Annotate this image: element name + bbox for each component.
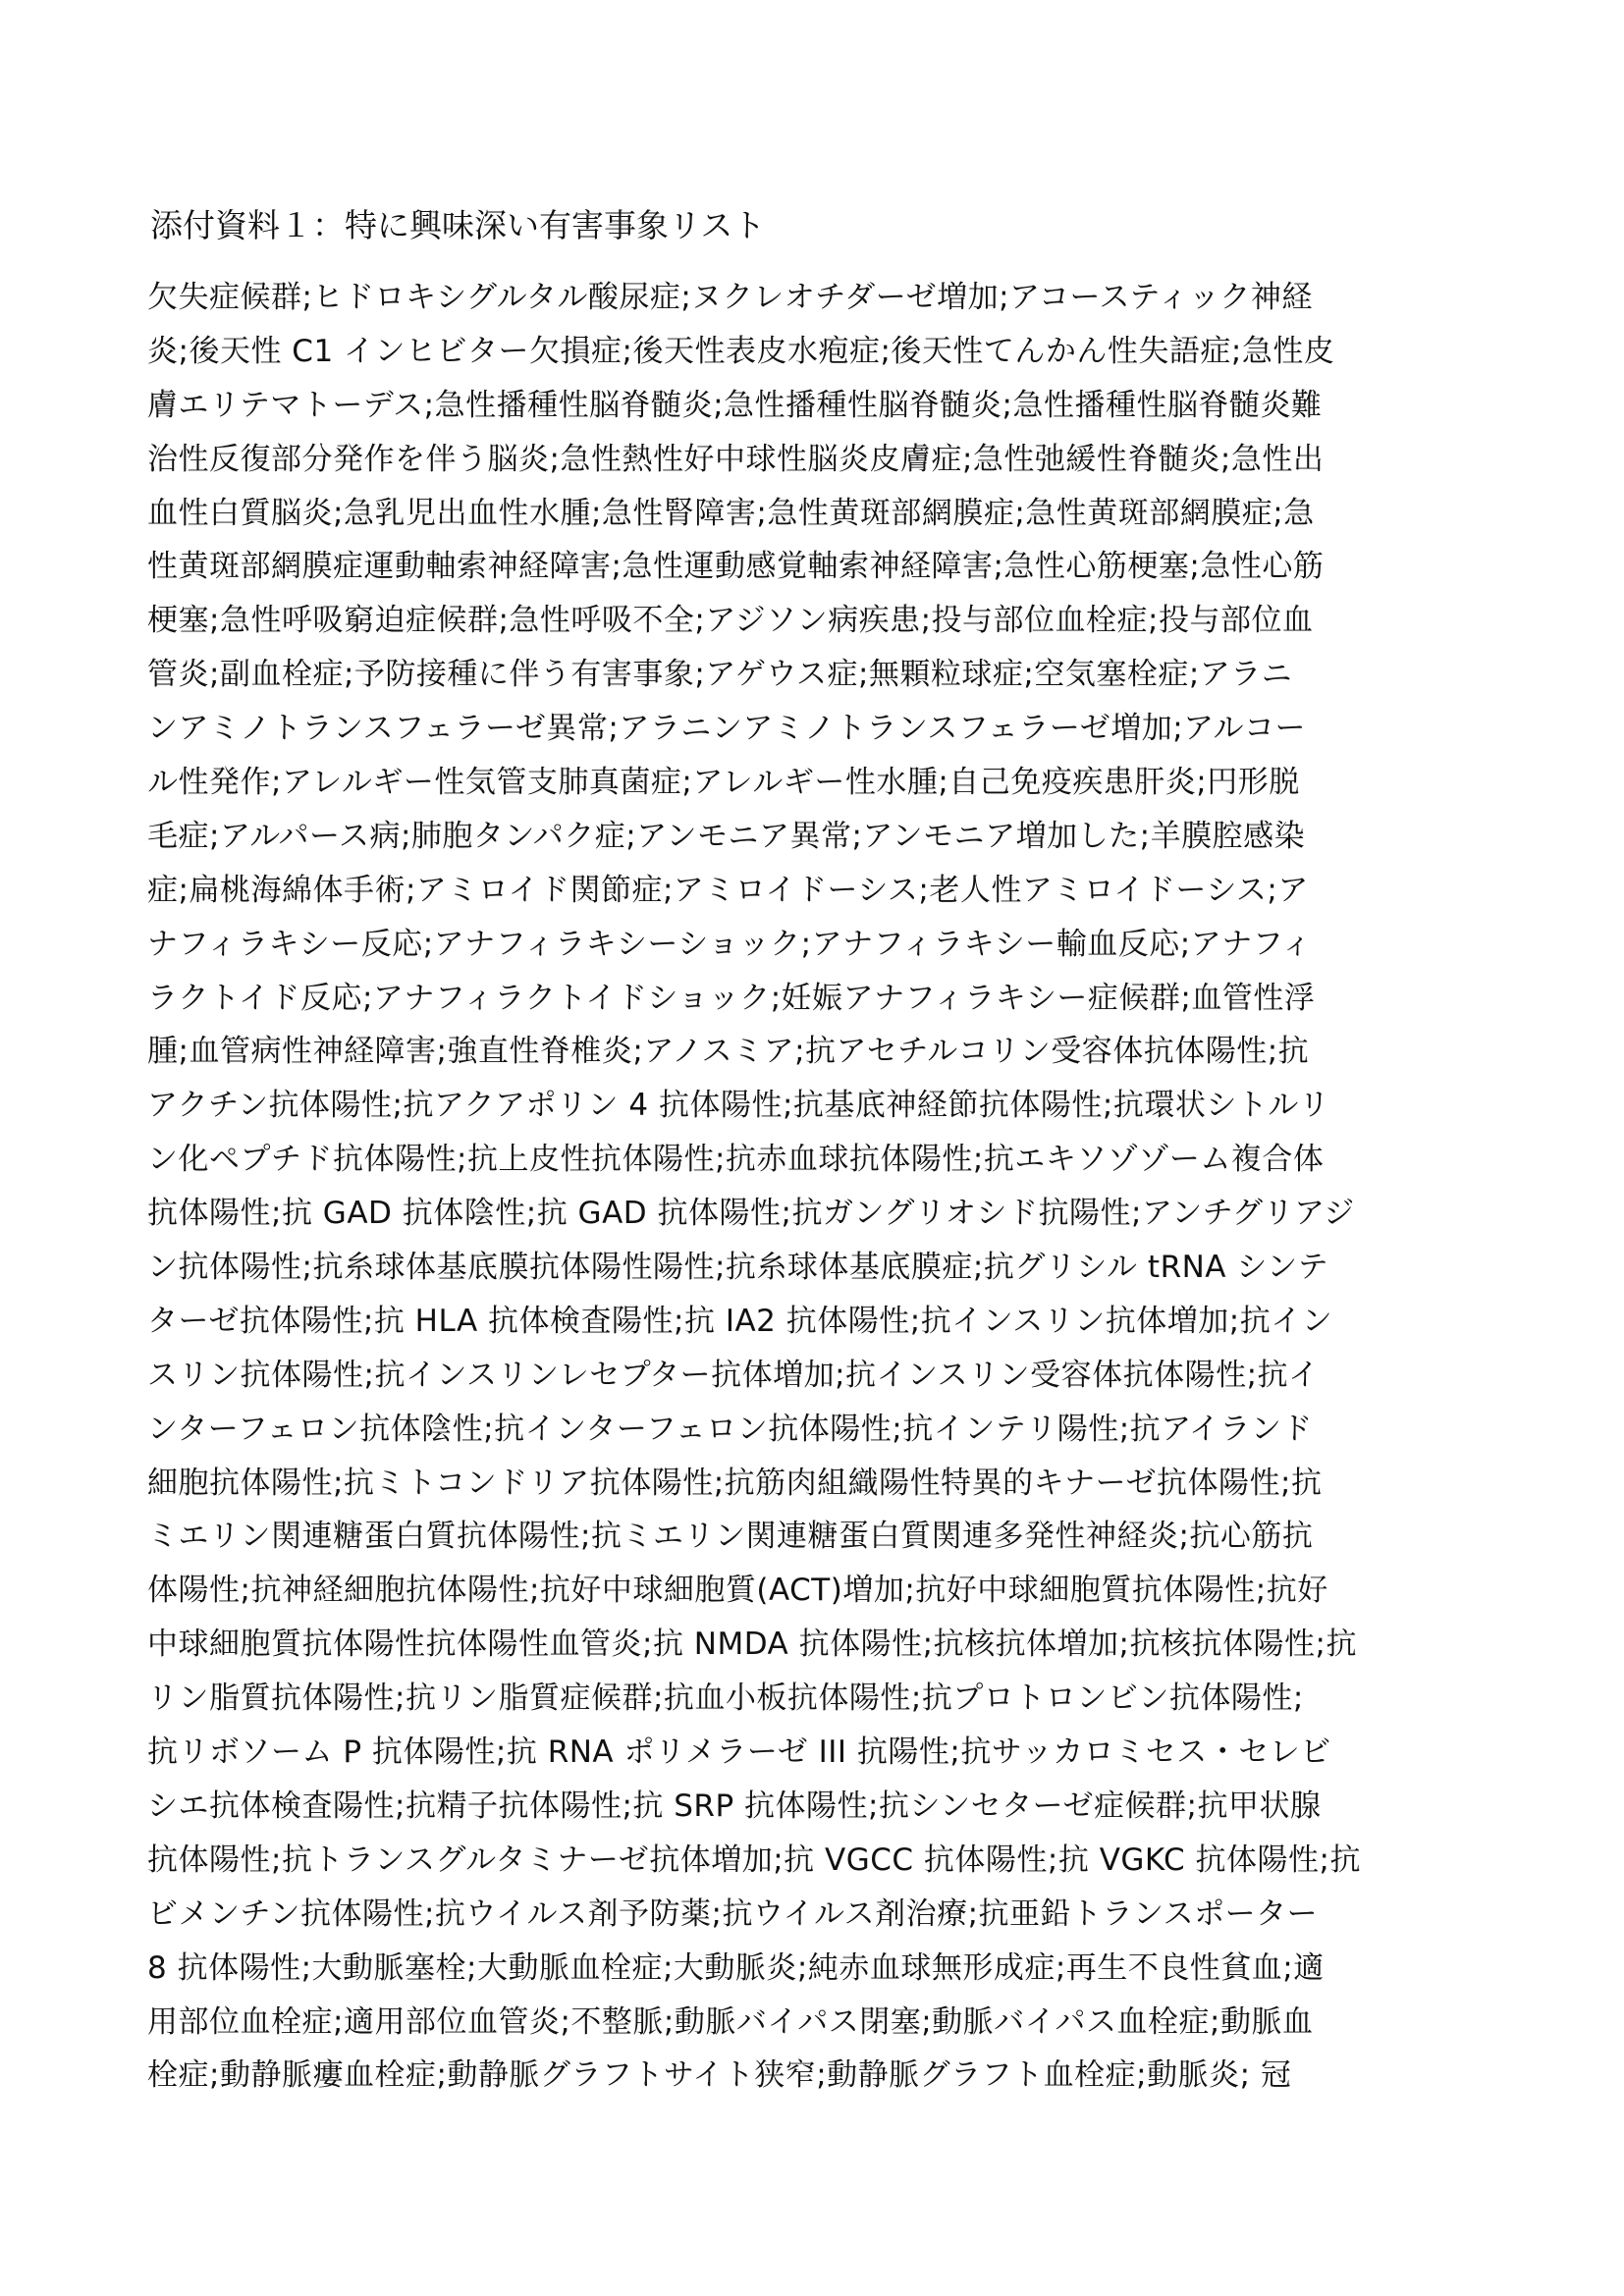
text-line: 性黄斑部網膜症運動軸索神経障害;急性運動感覚軸索神経障害;急性心筋梗塞;急性心筋 bbox=[147, 549, 1325, 585]
text-line: ン抗体陽性;抗糸球体基底膜抗体陽性陽性;抗糸球体基底膜症;抗グリシル tRNA シンテ bbox=[147, 1250, 1329, 1286]
text-line: 用部位血栓症;適用部位血管炎;不整脈;動脈バイパス閉塞;動脈バイパス血栓症;動脈血 bbox=[147, 2003, 1314, 2040]
text-line: ミエリン関連糖蛋白質抗体陽性;抗ミエリン関連糖蛋白質関連多発性神経炎;抗心筋抗 bbox=[147, 1519, 1314, 1555]
text-line: 梗塞;急性呼吸窮迫症候群;急性呼吸不全;アジソン病疾患;投与部位血栓症;投与部位血 bbox=[147, 603, 1314, 639]
text-line: ナフィラキシー反応;アナフィラキシーショック;アナフィラキシー輸血反応;アナフィ bbox=[147, 926, 1313, 962]
text-line: ターゼ抗体陽性;抗 HLA 抗体検査陽性;抗 IA2 抗体陽性;抗インスリン抗体増加;抗イン bbox=[147, 1303, 1333, 1339]
text-line: 炎;後天性 C1 インヒビター欠損症;後天性表皮水疱症;後天性てんかん性失語症;急性皮 bbox=[147, 333, 1335, 369]
text-line: ビメンチン抗体陽性;抗ウイルス剤予防薬;抗ウイルス剤治療;抗亜鉛トランスポーター bbox=[147, 1896, 1319, 1932]
text-line: ル性発作;アレルギー性気管支肺真菌症;アレルギー性水腫;自己免疫疾患肝炎;円形脱 bbox=[147, 765, 1300, 801]
text-line: 毛症;アルパース病;肺胞タンパク症;アンモニア異常;アンモニア増加した;羊膜腔感染 bbox=[147, 818, 1306, 854]
text-line: 膚エリテマトーデス;急性播種性脳脊髄炎;急性播種性脳脊髄炎;急性播種性脳脊髄炎難 bbox=[147, 387, 1323, 423]
text-line: ンアミノトランスフェラーゼ異常;アラニンアミノトランスフェラーゼ増加;アルコー bbox=[147, 711, 1306, 747]
text-line: 管炎;副血栓症;予防接種に伴う有害事象;アゲウス症;無顆粒球症;空気塞栓症;アラニ bbox=[147, 657, 1293, 693]
text-line: ン化ペプチド抗体陽性;抗上皮性抗体陽性;抗赤血球抗体陽性;抗エキソゾゾーム複合体 bbox=[147, 1142, 1325, 1178]
text-line: スリン抗体陽性;抗インスリンレセプター抗体増加;抗インスリン受容体抗体陽性;抗イ bbox=[147, 1357, 1320, 1393]
text-line: 体陽性;抗神経細胞抗体陽性;抗好中球細胞質(ACT)増加;抗好中球細胞質抗体陽性;抗好 bbox=[147, 1573, 1328, 1609]
adverse-event-list bbox=[147, 271, 1492, 2103]
text-line: 欠失症候群;ヒドロキシグルタル酸尿症;ヌクレオチダーゼ増加;アコースティック神経 bbox=[147, 280, 1313, 315]
text-line: 抗体陽性;抗 GAD 抗体陰性;抗 GAD 抗体陽性;抗ガングリオシド抗陽性;アンチグリアジ bbox=[147, 1196, 1355, 1232]
text-line: ラクトイド反応;アナフィラクトイドショック;妊娠アナフィラキシー症候群;血管性浮 bbox=[147, 980, 1316, 1016]
text-line: 症;扁桃海綿体手術;アミロイド関節症;アミロイドーシス;老人性アミロイドーシス;ア bbox=[147, 872, 1309, 908]
text-line: リン脂質抗体陽性;抗リン脂質症候群;抗血小板抗体陽性;抗プロトロンビン抗体陽性; bbox=[147, 1681, 1304, 1717]
text-line: 細胞抗体陽性;抗ミトコンドリア抗体陽性;抗筋肉組織陽性特異的キナーゼ抗体陽性;抗 bbox=[147, 1465, 1323, 1501]
text-line: 栓症;動静脈瘻血栓症;動静脈グラフトサイト狭窄;動静脈グラフト血栓症;動脈炎; 冠 bbox=[147, 2057, 1292, 2094]
text-line: 抗リボソーム P 抗体陽性;抗 RNA ポリメラーゼ III 抗陽性;抗サッカロミセス・セレビ bbox=[147, 1735, 1331, 1771]
text-line: アクチン抗体陽性;抗アクアポリン 4 抗体陽性;抗基底神経節抗体陽性;抗環状シトルリ bbox=[147, 1088, 1330, 1124]
text-line: 中球細胞質抗体陽性抗体陽性血管炎;抗 NMDA 抗体陽性;抗核抗体増加;抗核抗体陽性;抗 bbox=[147, 1627, 1357, 1663]
text-line: 血性白質脳炎;急乳児出血性水腫;急性腎障害;急性黄斑部網膜症;急性黄斑部網膜症;急 bbox=[147, 495, 1315, 531]
text-line: 腫;血管病性神経障害;強直性脊椎炎;アノスミア;抗アセチルコリン受容体抗体陽性;抗 bbox=[147, 1034, 1310, 1070]
text-line: 8 抗体陽性;大動脈塞栓;大動脈血栓症;大動脈炎;純赤血球無形成症;再生不良性貧血;適 bbox=[147, 1949, 1325, 1986]
text-line: 抗体陽性;抗トランスグルタミナーゼ抗体増加;抗 VGCC 抗体陽性;抗 VGKC 抗体陽性;抗 bbox=[147, 1842, 1361, 1878]
document-title: 添付資料１：特に興味深い有害事象リスト bbox=[150, 206, 766, 244]
text-line: シエ抗体検査陽性;抗精子抗体陽性;抗 SRP 抗体陽性;抗シンセターゼ症候群;抗甲状腺 bbox=[147, 1788, 1322, 1824]
text-line: ンターフェロン抗体陰性;抗インターフェロン抗体陽性;抗インテリ陽性;抗アイランド bbox=[147, 1411, 1313, 1447]
text-line: 治性反復部分発作を伴う脳炎;急性熱性好中球性脳炎皮膚症;急性弛緩性脊髄炎;急性出 bbox=[147, 441, 1325, 477]
